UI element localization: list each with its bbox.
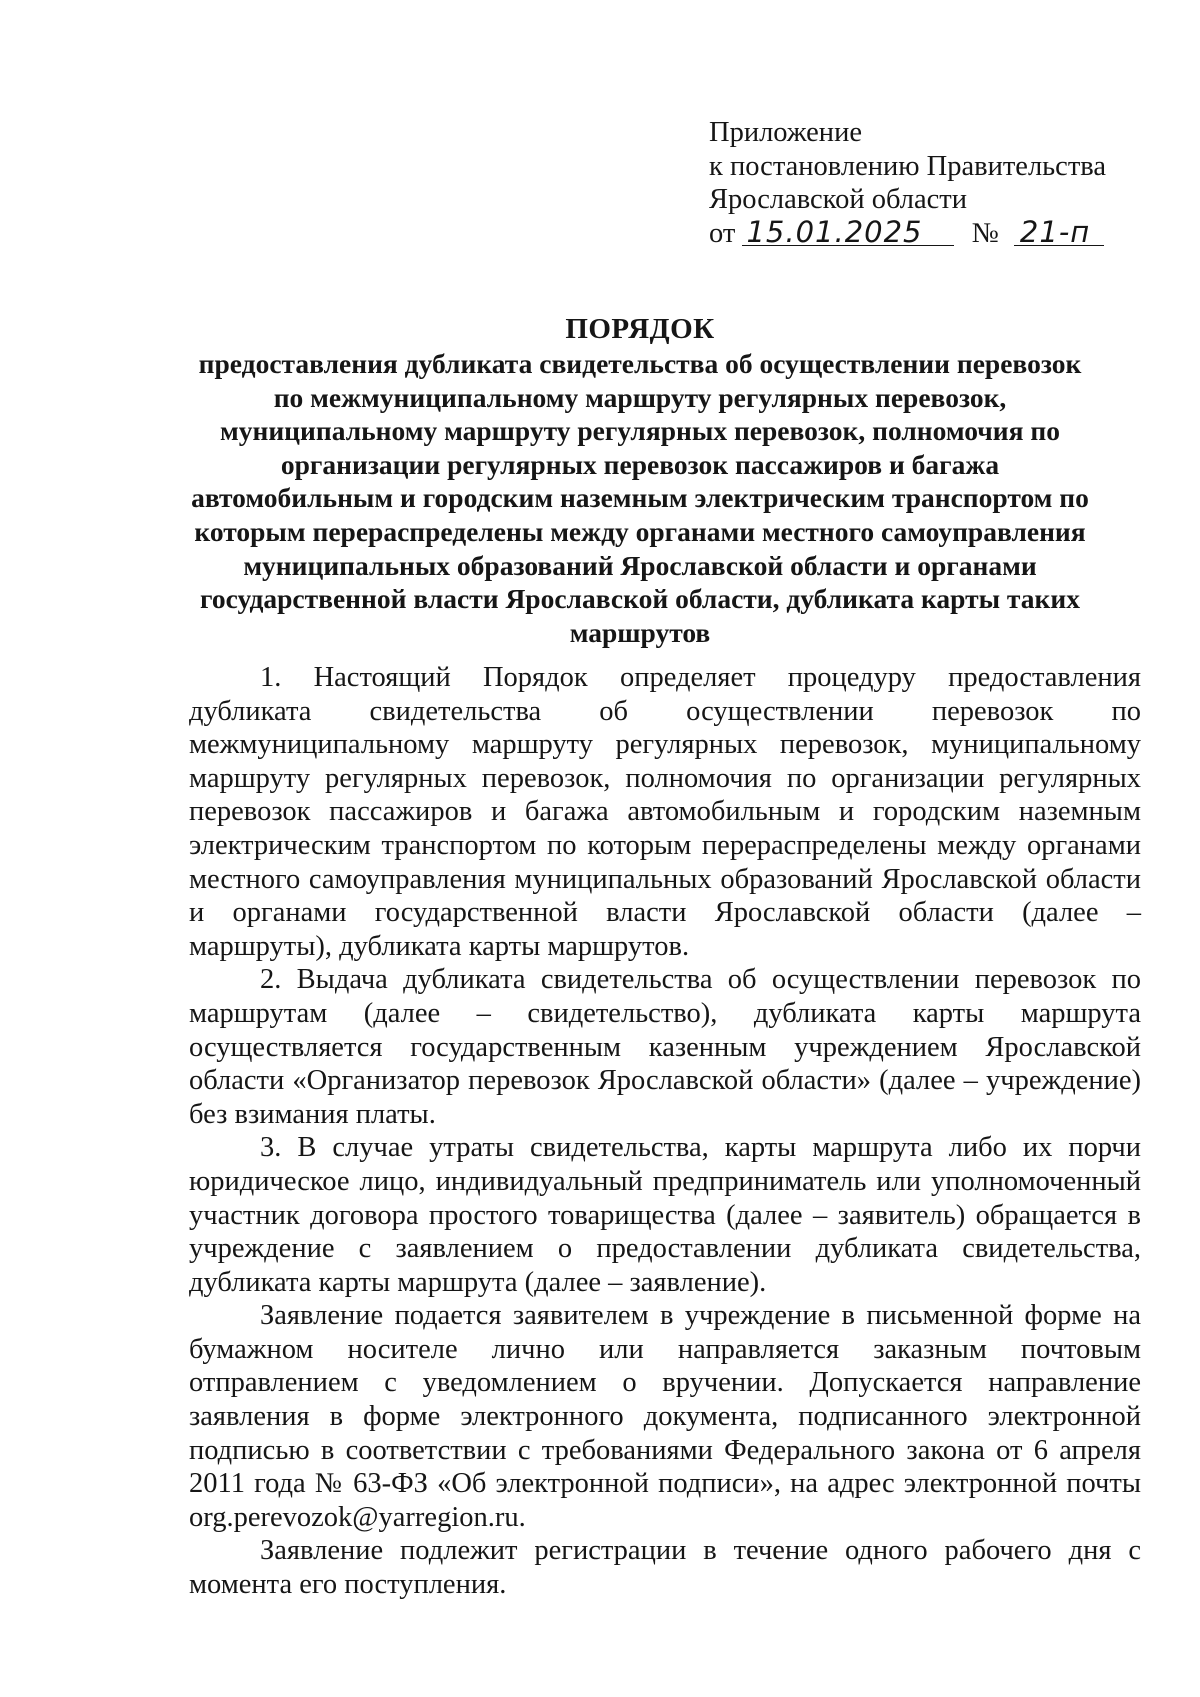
paragraph-5: Заявление подлежит регистрации в течение одного рабочего дня с момента его поступления. xyxy=(189,1535,1141,1601)
appendix-line-3: Ярославской области xyxy=(709,184,967,215)
paragraph-3: 3. В случае утраты свидетельства, карты маршрута либо их порчи юридическое лицо, индивидуальный предприниматель или уполномоченный участник договора простого товарищества (далее – заявитель) обращается в учреждение с заявлением о предоставлении дубликата свидетельства, дубликата карты маршрута (далее – заявление). xyxy=(189,1132,1141,1298)
appendix-line-2: к постановлению Правительства xyxy=(709,150,1107,182)
handwritten-number: 21-п xyxy=(1014,219,1104,246)
appendix-line-1: Приложение xyxy=(709,117,862,148)
appendix-date-line xyxy=(709,214,1139,251)
date-prefix: от xyxy=(709,217,736,249)
appendix-header xyxy=(709,116,1139,250)
document-title: ПОРЯДОК xyxy=(565,313,715,345)
paragraph-4: Заявление подается заявителем в учреждение в письменной форме на бумажном носителе лично или направляется заказным почтовым отправлением с уведомлением о вручении. Допускается направление заявления в форме электронного документа, подписанного электронной подписью в соответствии с требованиями Федерального закона от 6 апреля 2011 года № 63-ФЗ «Об электронной подписи», на адрес электронной почты org.perevozok@yarregion.ru. xyxy=(189,1300,1141,1533)
document-body xyxy=(189,661,1141,1602)
document-title-block xyxy=(190,311,1090,649)
paragraph-2: 2. Выдача дубликата свидетельства об осуществлении перевозок по маршрутам (далее – свидетельство), дубликата карты маршрута осуществляется государственным казенным учреждением Ярославской области «Организатор перевозок Ярославской области» (далее – учреждение) без взимания платы. xyxy=(189,964,1141,1130)
number-sign: № xyxy=(971,217,999,249)
document-subtitle: предоставления дубликата свидетельства об осуществлении перевозок по межмуниципальному маршруту регулярных перевозок, муниципальному маршруту регулярных перевозок, полномочия по организации регулярных перевозок пассажиров и багажа автомобильным и городским наземным электрическим транспортом по которым перераспределены между органами местного самоуправления муниципальных образований Ярославской области и органами государственной власти Ярославской области, дубликата карты таких маршрутов xyxy=(191,348,1089,648)
paragraph-1: 1. Настоящий Порядок определяет процедуру предоставления дубликата свидетельства об осуществлении перевозок по межмуниципальному маршруту регулярных перевозок, муниципальному маршруту регулярных перевозок, полномочия по организации регулярных перевозок пассажиров и багажа автомобильным и городским наземным электрическим транспортом по которым перераспределены между органами местного самоуправления муниципальных образований Ярославской области и органами государственной власти Ярославской области (далее – маршруты), дубликата карты маршрутов. xyxy=(189,662,1141,962)
handwritten-date: 15.01.2025 xyxy=(742,219,954,246)
